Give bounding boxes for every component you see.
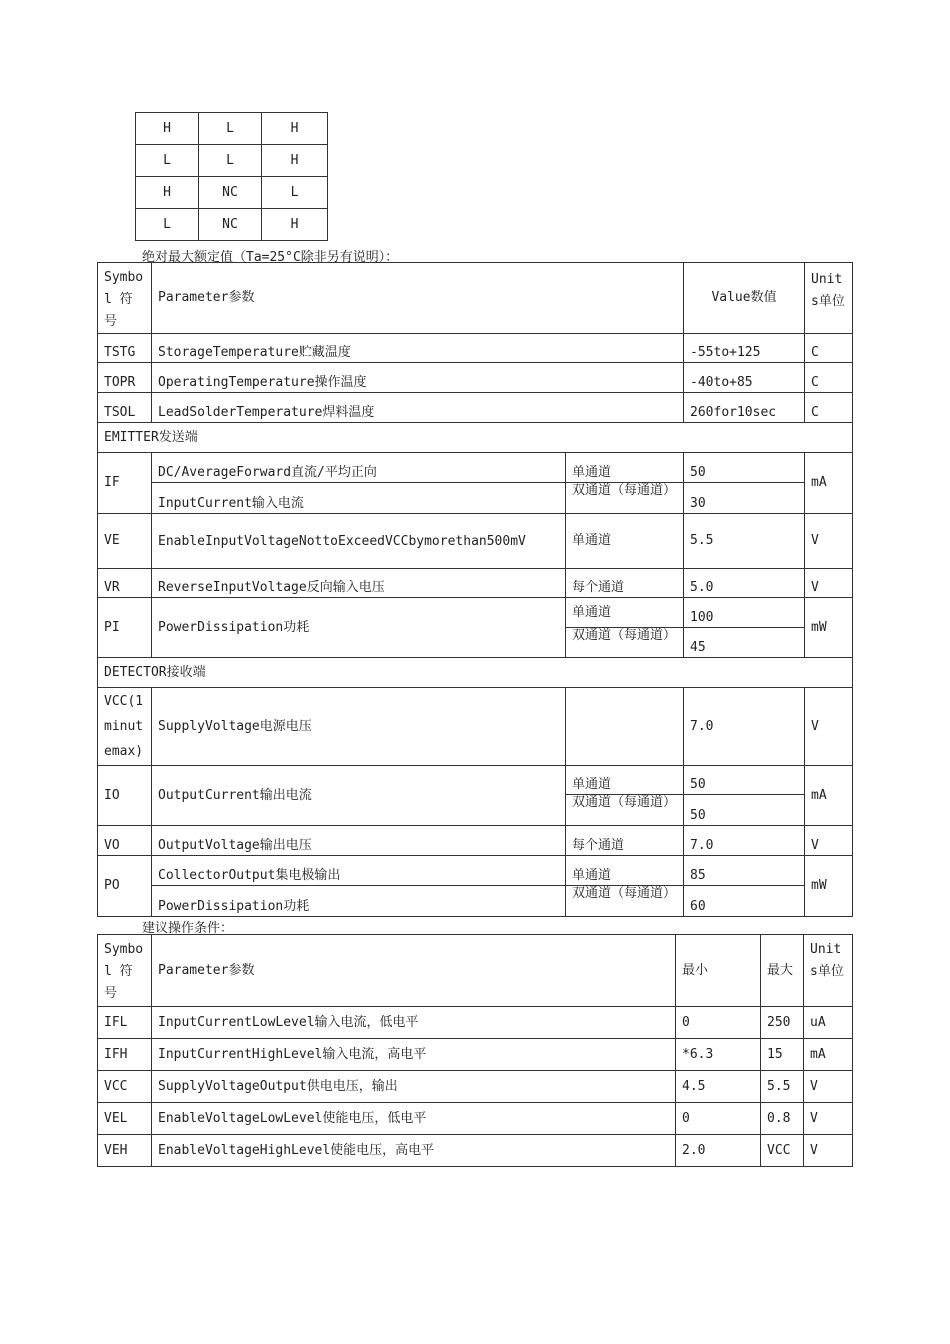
table-row (98, 514, 853, 569)
table-row (98, 1135, 853, 1167)
symbol-cell: VEH (98, 1135, 152, 1167)
table-cell: H (262, 113, 328, 145)
table-cell: NC (199, 177, 262, 209)
unit-cell: mA (805, 453, 853, 514)
min-cell: 4.5 (676, 1071, 761, 1103)
symbol-cell: IO (98, 766, 152, 826)
unit-cell: V (805, 569, 853, 598)
condition-cell: 单通道 (566, 856, 684, 886)
condition-cell: 单通道 (566, 514, 684, 569)
symbol-cell: IFL (98, 1007, 152, 1039)
max-cell: 15 (761, 1039, 804, 1071)
parameter-cell: EnableInputVoltageNottoExceedVCCbymorethan500mV (152, 514, 566, 569)
table-cell: H (262, 209, 328, 241)
condition-cell (566, 483, 684, 514)
unit-cell: V (804, 1071, 853, 1103)
table-cell: L (199, 113, 262, 145)
condition-cell: 单通道 (566, 598, 684, 628)
detector-section-label: DETECTOR接收端 (98, 658, 853, 688)
max-cell: 0.8 (761, 1103, 804, 1135)
parameter-cell: OperatingTemperature操作温度 (152, 363, 684, 393)
condition-cell: 每个通道 (566, 569, 684, 598)
value-cell: -55to+125 (684, 334, 805, 363)
symbol-cell: VEL (98, 1103, 152, 1135)
table-row (98, 598, 853, 628)
table-header-row (98, 263, 853, 334)
parameter-cell: SupplyVoltage电源电压 (152, 688, 566, 766)
rec-table (97, 934, 853, 1167)
max-header: 最大 (761, 935, 804, 1007)
table-row (98, 826, 853, 856)
symbol-cell: TOPR (98, 363, 152, 393)
parameter-cell: SupplyVoltageOutput供电电压，输出 (152, 1071, 676, 1103)
emitter-section-label: EMITTER发送端 (98, 423, 853, 453)
table-row (98, 334, 853, 363)
table-row (98, 569, 853, 598)
table-cell: L (199, 145, 262, 177)
unit-header (805, 263, 853, 334)
truth-table (135, 112, 328, 241)
unit-cell: uA (804, 1007, 853, 1039)
value-cell: 85 (684, 856, 805, 886)
unit-header (804, 935, 853, 1007)
parameter-header: Parameter参数 (152, 935, 676, 1007)
parameter-cell: StorageTemperature贮藏温度 (152, 334, 684, 363)
unit-cell: V (804, 1103, 853, 1135)
condition-cell (566, 886, 684, 917)
parameter-cell: OutputCurrent输出电流 (152, 766, 566, 826)
table-cell: L (136, 145, 199, 177)
value-header: Value数值 (684, 263, 805, 334)
value-cell: -40to+85 (684, 363, 805, 393)
table-row (98, 1039, 853, 1071)
table-row (136, 145, 328, 177)
table-cell: L (136, 209, 199, 241)
unit-cell: C (805, 334, 853, 363)
value-cell: 50 (684, 766, 805, 795)
table-header-row (98, 935, 853, 1007)
parameter-cell: InputCurrent输入电流 (152, 483, 566, 514)
unit-cell: V (804, 1135, 853, 1167)
parameter-cell: EnableVoltageLowLevel使能电压，低电平 (152, 1103, 676, 1135)
unit-cell: mW (805, 598, 853, 658)
table-row (136, 177, 328, 209)
value-cell: 50 (684, 453, 805, 483)
value-cell: 5.5 (684, 514, 805, 569)
condition-text: 双通道（每通道） (572, 795, 677, 810)
parameter-cell: EnableVoltageHighLevel使能电压，高电平 (152, 1135, 676, 1167)
value-cell: 50 (684, 795, 805, 826)
symbol-cell: IF (98, 453, 152, 514)
symbol-header: Symbol 符号 (98, 263, 152, 334)
symbol-header: Symbol 符号 (98, 935, 152, 1007)
condition-text: 双通道（每通道） (572, 483, 677, 498)
max-cell: VCC (761, 1135, 804, 1167)
symbol-cell: VR (98, 569, 152, 598)
parameter-cell: PowerDissipation功耗 (152, 598, 566, 658)
symbol-cell: VO (98, 826, 152, 856)
symbol-cell: PO (98, 856, 152, 917)
condition-cell: 单通道 (566, 453, 684, 483)
table-row (98, 1007, 853, 1039)
parameter-cell: DC/AverageForward直流/平均正向 (152, 453, 566, 483)
table-row (98, 363, 853, 393)
table-cell: NC (199, 209, 262, 241)
parameter-cell: InputCurrentLowLevel输入电流，低电平 (152, 1007, 676, 1039)
parameter-cell: InputCurrentHighLevel输入电流，高电平 (152, 1039, 676, 1071)
value-cell: 30 (684, 483, 805, 514)
symbol-cell: IFH (98, 1039, 152, 1071)
min-cell: *6.3 (676, 1039, 761, 1071)
abs-max-title: 绝对最大额定值（Ta=25°C除非另有说明）： (142, 250, 399, 265)
parameter-cell: ReverseInputVoltage反向输入电压 (152, 569, 566, 598)
parameter-cell: OutputVoltage输出电压 (152, 826, 566, 856)
unit-cell: mW (805, 856, 853, 917)
table-row (136, 209, 328, 241)
parameter-cell: LeadSolderTemperature焊料温度 (152, 393, 684, 423)
value-cell: 5.0 (684, 569, 805, 598)
value-cell: 260for10sec (684, 393, 805, 423)
parameter-cell: PowerDissipation功耗 (152, 886, 566, 917)
table-row (98, 688, 853, 766)
value-cell: 7.0 (684, 826, 805, 856)
condition-cell (566, 628, 684, 658)
table-row (98, 393, 853, 423)
condition-text: 双通道（每通道） (572, 628, 677, 643)
symbol-cell: VCC(1minutemax) (98, 688, 152, 766)
table-row (98, 856, 853, 886)
max-cell: 5.5 (761, 1071, 804, 1103)
parameter-header: Parameter参数 (152, 263, 684, 334)
section-row-detector (98, 658, 853, 688)
min-cell: 2.0 (676, 1135, 761, 1167)
symbol-cell: VCC (98, 1071, 152, 1103)
table-cell: H (136, 177, 199, 209)
symbol-cell: VE (98, 514, 152, 569)
min-cell: 0 (676, 1007, 761, 1039)
value-cell: 45 (684, 628, 805, 658)
symbol-cell: TSTG (98, 334, 152, 363)
table-row (136, 113, 328, 145)
value-cell: 7.0 (684, 688, 805, 766)
table-row (98, 1071, 853, 1103)
max-cell: 250 (761, 1007, 804, 1039)
table-row (98, 1103, 853, 1135)
table-row (98, 886, 853, 917)
unit-cell: C (805, 393, 853, 423)
table-cell: H (136, 113, 199, 145)
unit-cell: V (805, 688, 853, 766)
section-row-emitter (98, 423, 853, 453)
condition-cell: 每个通道 (566, 826, 684, 856)
abs-max-table (97, 262, 853, 917)
unit-cell: mA (805, 766, 853, 826)
table-row (98, 483, 853, 514)
table-cell: L (262, 177, 328, 209)
unit-cell: V (805, 826, 853, 856)
rec-title: 建议操作条件： (142, 921, 234, 936)
table-row (98, 453, 853, 483)
table-cell: H (262, 145, 328, 177)
symbol-cell: PI (98, 598, 152, 658)
condition-cell: 单通道 (566, 766, 684, 795)
condition-cell (566, 688, 684, 766)
min-header: 最小 (676, 935, 761, 1007)
min-cell: 0 (676, 1103, 761, 1135)
symbol-cell: TSOL (98, 393, 152, 423)
table-row (98, 766, 853, 795)
condition-text: 双通道（每通道） (572, 886, 677, 901)
value-cell: 60 (684, 886, 805, 917)
unit-header-text: Units单位 (811, 272, 845, 309)
unit-cell: C (805, 363, 853, 393)
unit-cell: mA (804, 1039, 853, 1071)
parameter-cell: CollectorOutput集电极输出 (152, 856, 566, 886)
value-cell: 100 (684, 598, 805, 628)
unit-cell: V (805, 514, 853, 569)
unit-header-text: Units单位 (810, 942, 844, 979)
condition-cell (566, 795, 684, 826)
